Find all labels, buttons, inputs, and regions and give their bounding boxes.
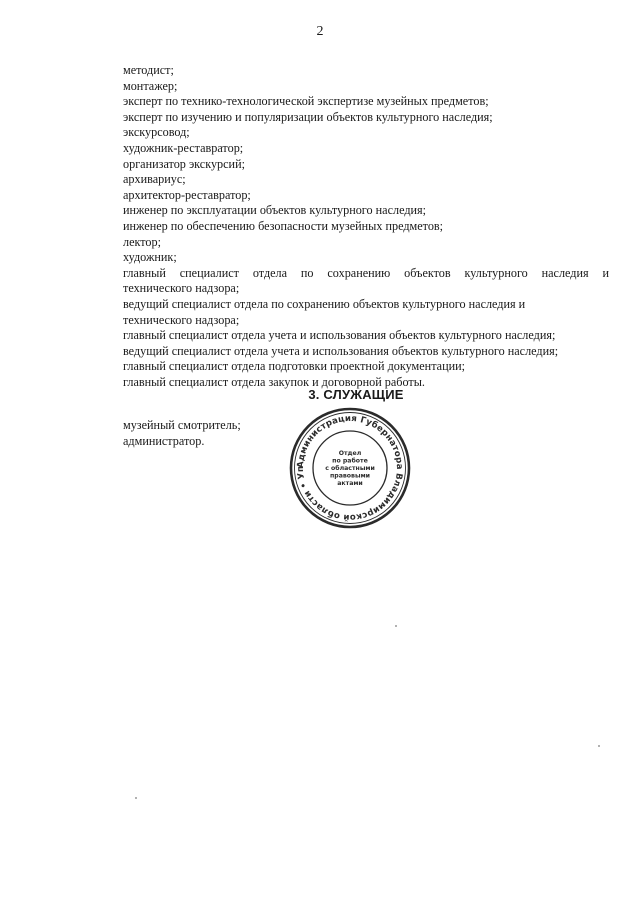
position-list bbox=[123, 63, 609, 390]
seal-center-line: правовыми bbox=[330, 472, 370, 480]
staff-list bbox=[123, 418, 241, 449]
seal-center-line: актами bbox=[337, 480, 363, 488]
list-item: монтажер; bbox=[123, 78, 178, 93]
list-item: художник-реставратор; bbox=[123, 140, 244, 155]
list-item: технического надзора; bbox=[123, 281, 240, 296]
seal-graphic bbox=[288, 406, 412, 530]
page-number: 2 bbox=[316, 24, 324, 39]
list-item: ведущий специалист отдела учета и использования объектов культурного наследия; bbox=[123, 343, 559, 358]
list-item: инженер по эксплуатации объектов культурного наследия; bbox=[123, 203, 427, 218]
list-item: технического надзора; bbox=[123, 312, 240, 327]
scan-speck bbox=[598, 745, 600, 747]
list-item: главный специалист отдела подготовки проектной документации; bbox=[123, 359, 466, 374]
seal-center-line: по работе bbox=[332, 457, 368, 465]
scan-speck bbox=[135, 797, 137, 799]
list-item: инженер по обеспечению безопасности музейных предметов; bbox=[123, 218, 444, 233]
list-item: архивариус; bbox=[123, 172, 186, 187]
official-seal bbox=[288, 406, 412, 530]
seal-center-line: Отдел bbox=[338, 449, 362, 457]
list-item: лектор; bbox=[123, 234, 161, 249]
list-item: эксперт по изучению и популяризации объектов культурного наследия; bbox=[123, 109, 493, 124]
list-item: организатор экскурсий; bbox=[123, 156, 245, 171]
seal-center-line: с областными bbox=[325, 465, 375, 472]
list-item: ведущий специалист отдела по сохранению объектов культурного наследия и bbox=[123, 296, 526, 311]
list-item: эксперт по технико-технологической экспертизе музейных предметов; bbox=[123, 94, 489, 109]
list-item: администратор. bbox=[123, 433, 205, 448]
list-item: главный специалист отдела учета и использования объектов культурного наследия; bbox=[123, 328, 556, 343]
section-heading-text: 3. СЛУЖАЩИЕ bbox=[308, 387, 404, 402]
list-item: музейный смотритель; bbox=[123, 418, 241, 432]
section-heading bbox=[0, 387, 640, 402]
scan-speck bbox=[395, 625, 397, 627]
list-item: художник; bbox=[123, 250, 177, 265]
list-item: архитектор-реставратор; bbox=[123, 187, 251, 202]
seal-ring-text: Администрация Губернатора Владимирской области • Уп bbox=[295, 413, 405, 523]
list-item: главный специалист отдела закупок и договорной работы. bbox=[123, 374, 425, 389]
list-item: главный специалист отдела по сохранению объектов культурного наследия и bbox=[123, 265, 609, 280]
list-item: экскурсовод; bbox=[123, 125, 190, 140]
list-item: методист; bbox=[123, 63, 174, 77]
